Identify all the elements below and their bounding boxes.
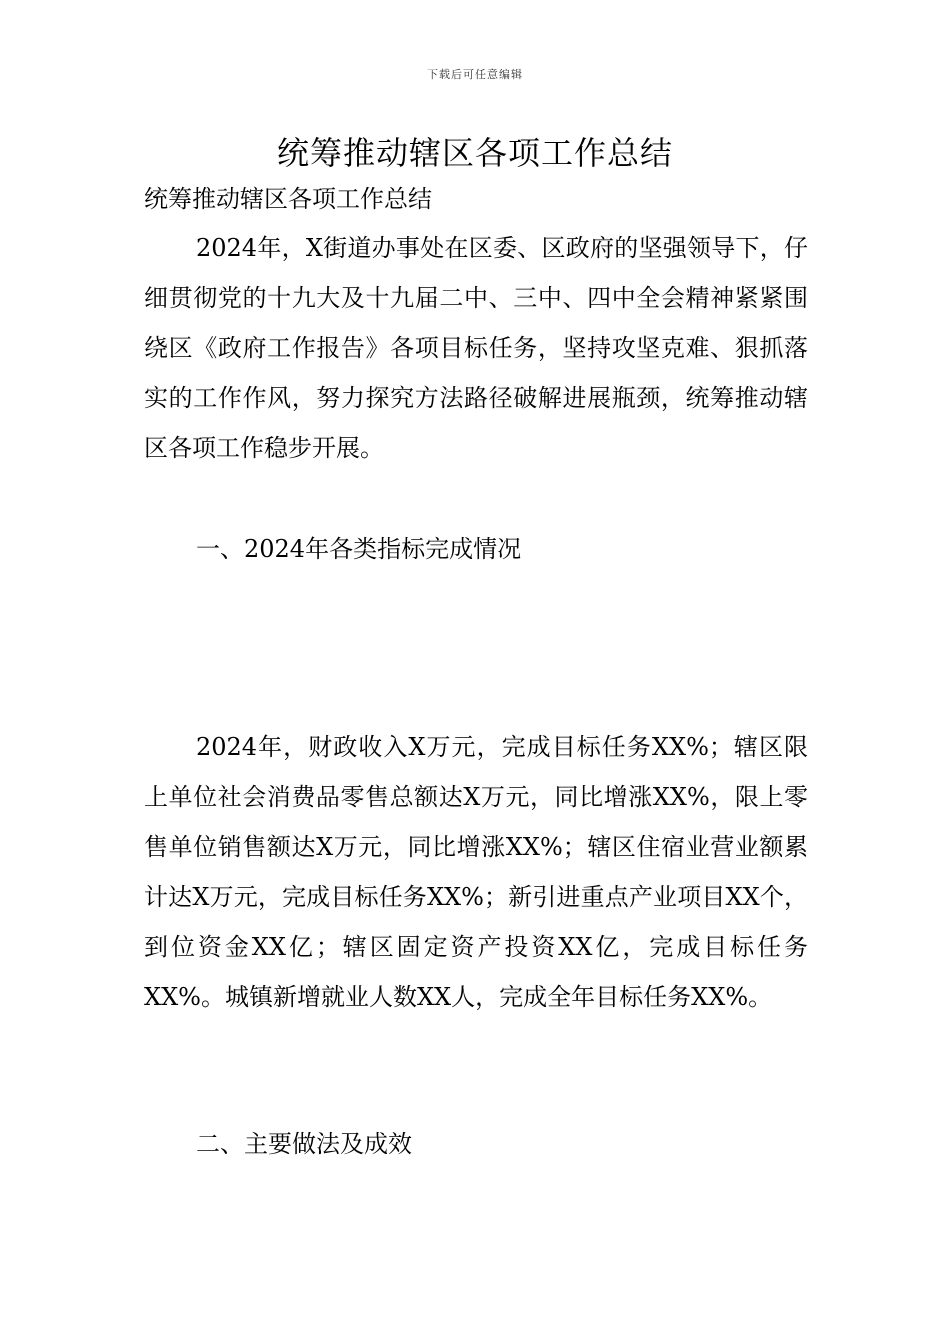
- indicators-paragraph: 2024年，财政收入X万元，完成目标任务XX%；辖区限上单位社会消费品零售总额达X万元，同比增涨XX%，限上零售单位销售额达X万元，同比增涨XX%；辖区住宿业营业额累计达X万元，完成目标任务XX%；新引进重点产业项目XX个，到位资金XX亿；辖区固定资产投资XX亿，完成目标任务XX%。城镇新增就业人数XX人，完成全年目标任务XX%。: [144, 733, 808, 1011]
- header-note: 下载后可任意编辑: [427, 68, 523, 81]
- document-title: 统筹推动辖区各项工作总结: [276, 134, 673, 172]
- intro-paragraph: 2024年，X街道办事处在区委、区政府的坚强领导下，仔细贯彻党的十九大及十九届二中、三中、四中全会精神紧紧围绕区《政府工作报告》各项目标任务，坚持攻坚克难、狠抓落实的工作作风，努力探究方法路径破解进展瓶颈，统筹推动辖区各项工作稳步开展。: [144, 234, 808, 462]
- section-heading-methods: 二、主要做法及成效: [196, 1130, 412, 1158]
- section-heading-indicators: 一、2024年各类指标完成情况: [196, 535, 522, 563]
- document-subtitle: 统筹推动辖区各项工作总结: [144, 185, 432, 213]
